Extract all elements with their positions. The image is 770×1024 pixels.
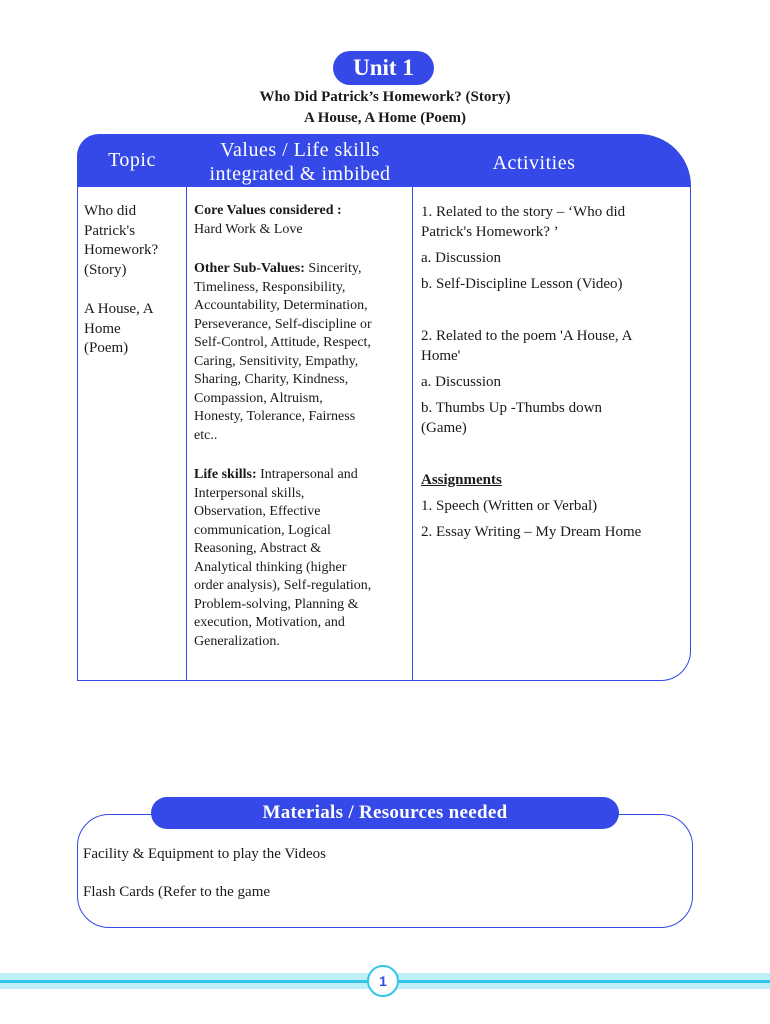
lesson-title-story: Who Did Patrick’s Homework? (Story): [259, 89, 511, 105]
topic-line: (Poem): [84, 340, 129, 356]
materials-box: [77, 814, 693, 928]
lesson-title-poem: A House, A Home (Poem): [303, 110, 467, 126]
poem-activity-item: a. Discussion: [421, 374, 501, 390]
life-skills-line: Generalization.: [194, 633, 280, 649]
story-activity-heading: Patrick's Homework? ’: [421, 224, 559, 240]
sub-values-line: Sincerity,: [304, 261, 362, 276]
life-skills-line: Problem-solving, Planning &: [194, 596, 359, 612]
header-values-line1: Values / Life skills: [220, 139, 380, 161]
topic-line: Who did: [84, 203, 137, 219]
story-activity-item: b. Self-Discipline Lesson (Video): [421, 276, 623, 292]
assignments-heading: Assignments: [421, 472, 502, 488]
core-values-text: Hard Work & Love: [194, 221, 303, 237]
table-header: [77, 134, 691, 187]
story-activity-heading: 1. Related to the story – ‘Who did: [421, 204, 626, 220]
topic-line: (Story): [84, 261, 127, 278]
sub-values-line: Compassion, Altruism,: [194, 390, 323, 406]
sub-values-line: etc..: [194, 427, 218, 443]
story-activity-item: a. Discussion: [421, 250, 501, 266]
sub-values-line: Honesty, Tolerance, Fairness: [194, 409, 356, 424]
life-skills-line: execution, Motivation, and: [194, 615, 345, 630]
activities-cell: [421, 202, 689, 542]
assignment-item: 1. Speech (Written or Verbal): [421, 498, 598, 514]
topic-line: Homework?: [84, 242, 159, 258]
topic-line: Patrick's: [84, 222, 136, 239]
poem-activity-heading: 2. Related to the poem 'A House, A: [421, 328, 633, 344]
topic-line: Home: [84, 320, 121, 337]
life-skills-line: Intrapersonal and: [256, 467, 358, 482]
header-values-line2: integrated & imbibed: [209, 163, 391, 185]
topic-cell: [84, 202, 184, 359]
life-skills-line: Observation, Effective: [194, 504, 321, 519]
poem-activity-item: b. Thumbs Up -Thumbs down: [421, 400, 602, 416]
life-skills-line: Interpersonal skills,: [194, 485, 305, 501]
poem-activity-heading: Home': [421, 348, 461, 364]
sub-values-label: Other Sub-Values:: [194, 261, 305, 276]
life-skills-line: Reasoning, Abstract &: [194, 541, 322, 556]
life-skills-line: order analysis), Self-regulation,: [194, 578, 372, 593]
core-values-label: Core Values considered :: [194, 203, 342, 218]
sub-values-line: Timeliness, Responsibility,: [194, 279, 346, 295]
life-skills-label: Life skills:: [194, 467, 257, 482]
page-number: 1: [367, 965, 399, 997]
materials-item: Flash Cards (Refer to the game: [83, 884, 271, 900]
header-activities: Activities: [492, 152, 576, 174]
life-skills-line: communication, Logical: [194, 522, 331, 538]
sub-values-line: Accountability, Determination,: [194, 298, 368, 313]
sub-values-line: Self-Control, Attitude, Respect,: [194, 335, 371, 350]
values-cell: [194, 202, 412, 651]
unit-badge: Unit 1: [333, 51, 434, 85]
column-divider: [186, 187, 187, 681]
column-divider: [412, 187, 413, 681]
life-skills-line: Analytical thinking (higher: [194, 559, 347, 575]
topic-line: A House, A: [84, 301, 154, 317]
sub-values-line: Sharing, Charity, Kindness,: [194, 372, 349, 387]
assignment-item: 2. Essay Writing – My Dream Home: [421, 524, 642, 540]
poem-activity-item: (Game): [421, 420, 467, 436]
sub-values-line: Perseverance, Self-discipline or: [194, 316, 372, 332]
lesson-plan-table: [77, 134, 691, 682]
materials-item: Facility & Equipment to play the Videos: [83, 846, 326, 862]
header-values: [187, 138, 413, 186]
sub-values-line: Caring, Sensitivity, Empathy,: [194, 353, 359, 369]
header-topic: Topic: [108, 149, 156, 171]
materials-title: Materials / Resources needed: [151, 797, 619, 829]
